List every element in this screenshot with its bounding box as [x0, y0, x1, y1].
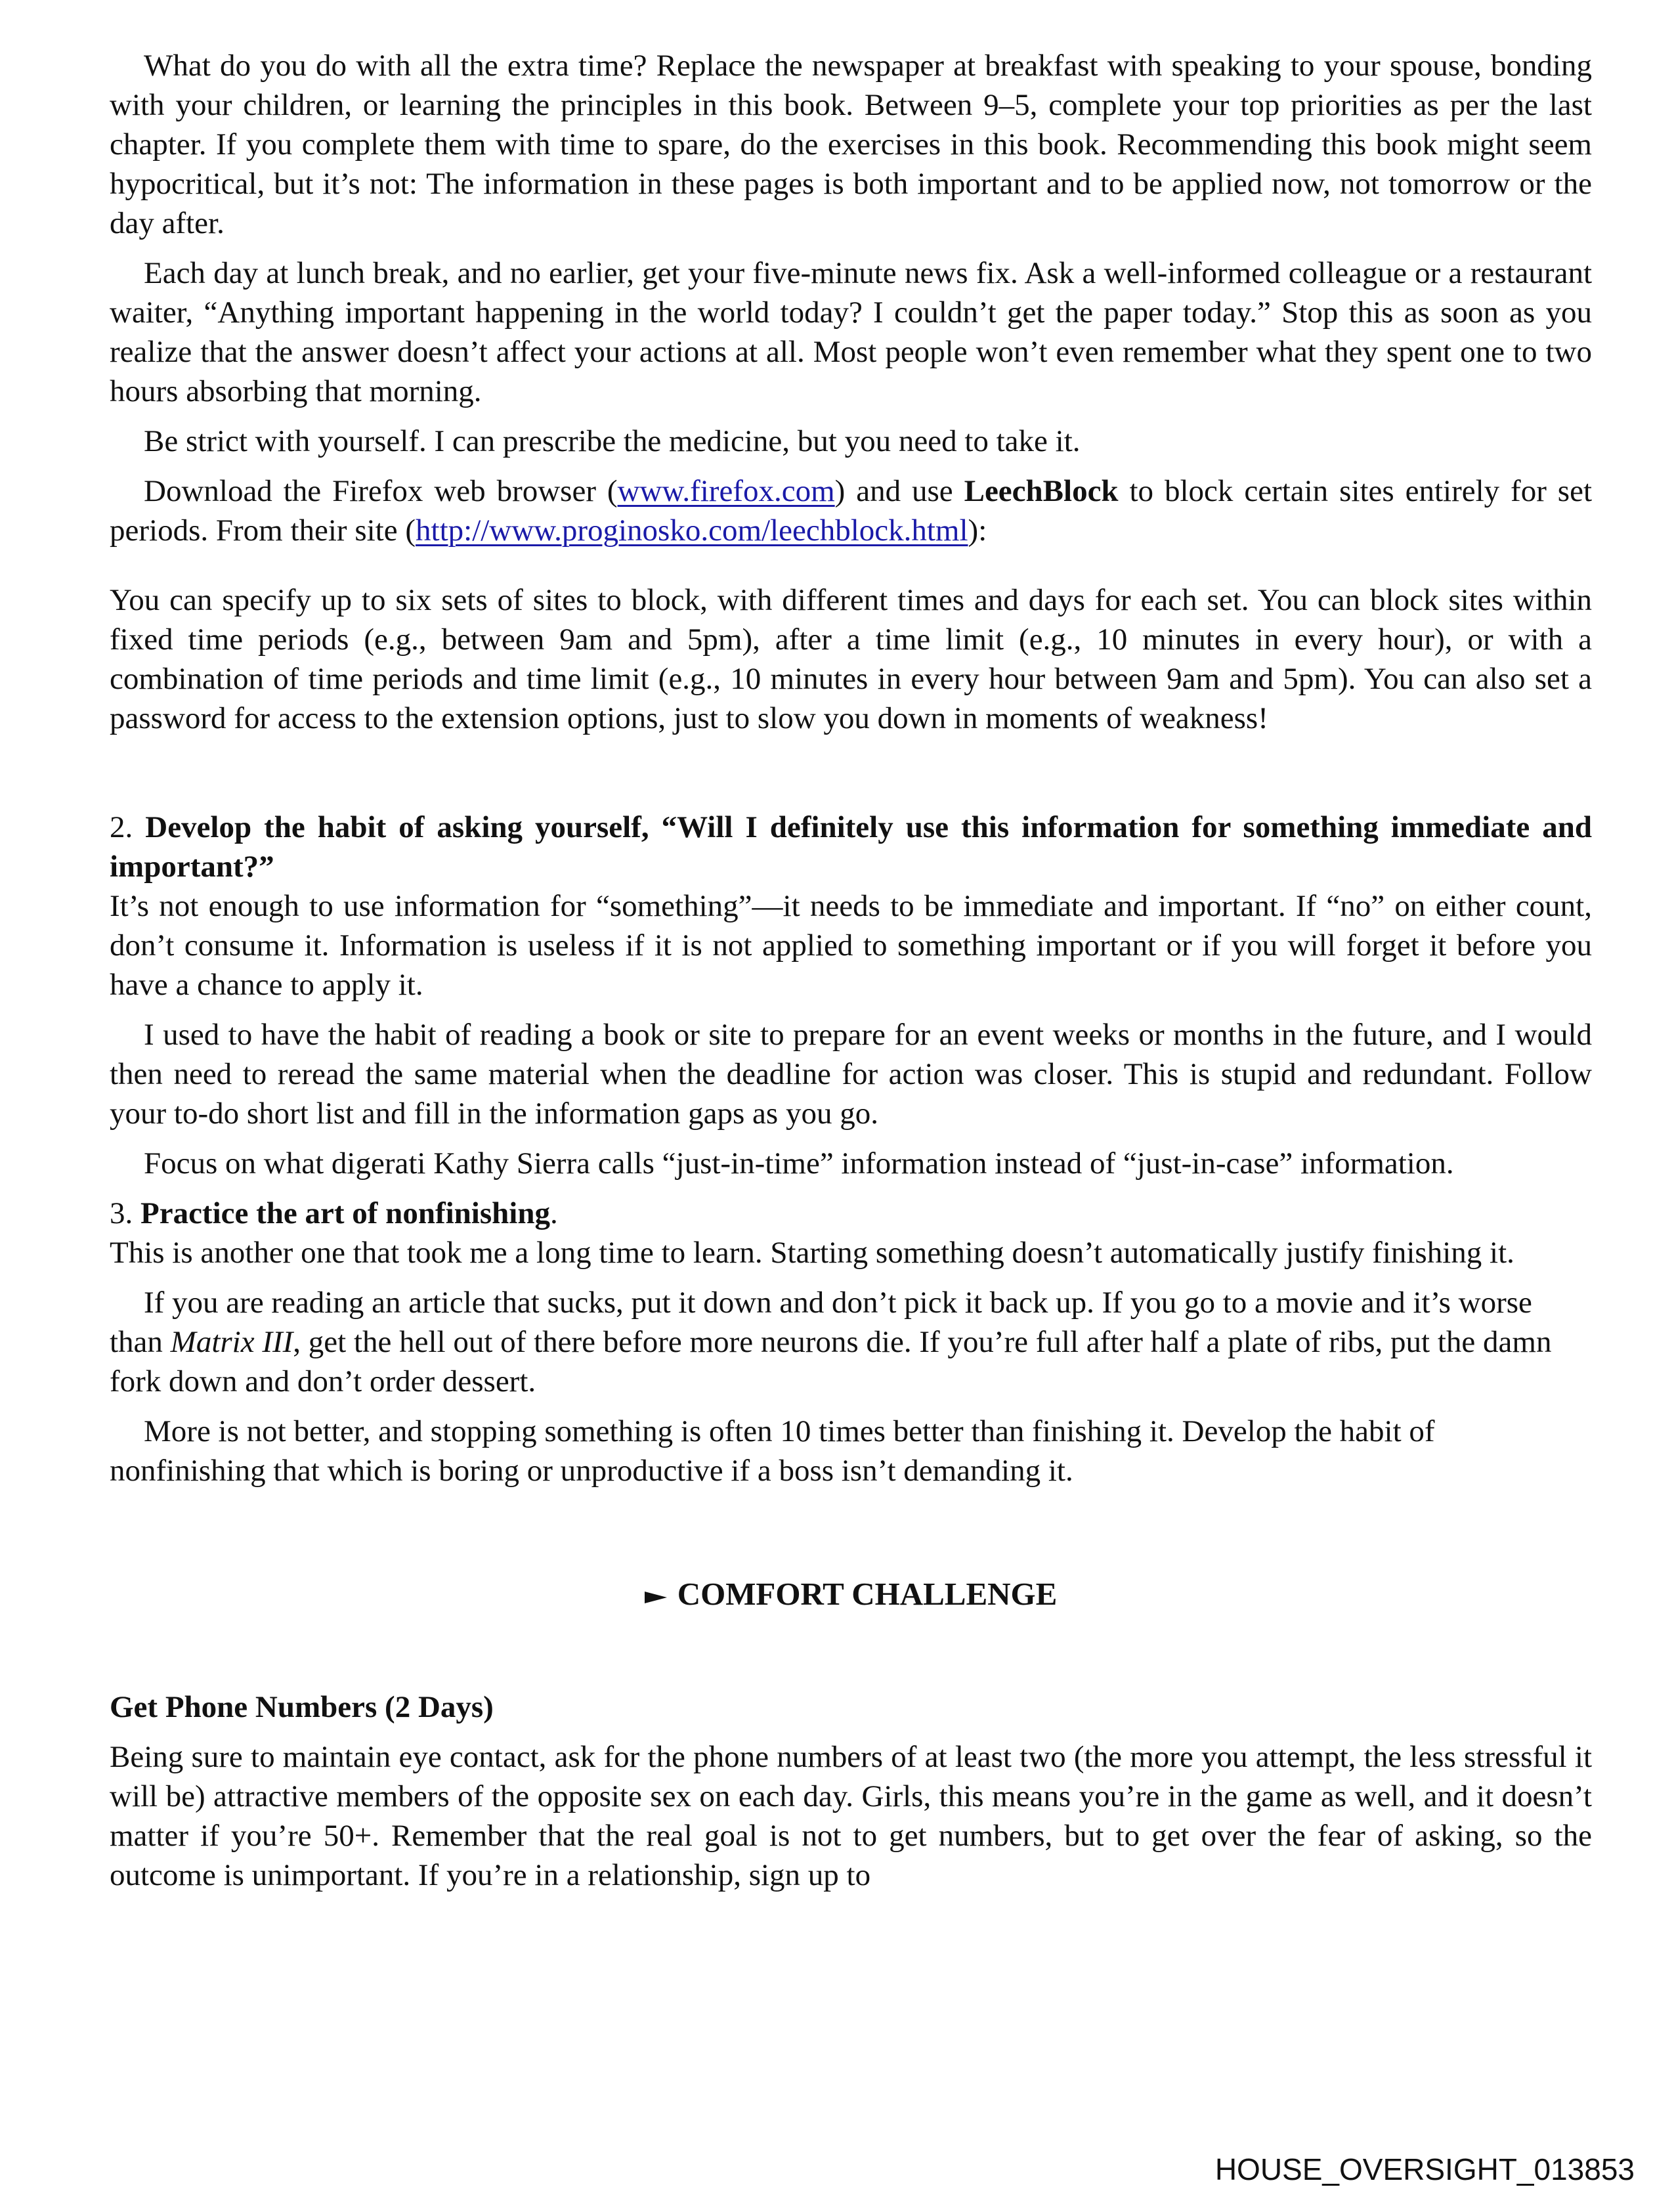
leechblock-name: LeechBlock — [964, 474, 1119, 508]
paragraph-extra-time: What do you do with all the extra time? Replace the newspaper at breakfast with speaking to your spouse, bonding with your children, or learning the principles in this book. Between 9–5, complete your top priorities as per the last chapter. If you complete them with time to spare, do the exercises in this book. Recommending this book might seem hypocritical, but it’s not: The information in these pages is both important and to be applied now, not tomorrow or the day after. — [110, 49, 1592, 240]
movie-title: Matrix III — [170, 1325, 293, 1359]
section-2-body-2: I used to have the habit of reading a book or site to prepare for an event weeks or months in the future, and I would then need to reread the same material when the deadline for action was closer. This is stupid and redundant. Follow your to-do short list and fill in the information gaps as you go. — [110, 1018, 1592, 1131]
paragraph-be-strict: Be strict with yourself. I can prescribe the medicine, but you need to take it. — [144, 424, 1081, 458]
challenge-title: Get Phone Numbers (2 Days) — [110, 1690, 494, 1724]
section-2-body-1: It’s not enough to use information for “something”—it needs to be immediate and important. If “no” on either count, don’t consume it. Information is useless if it is not applied to something important or if you will forget it before you have a chance to apply it. — [110, 889, 1592, 1002]
document-page — [110, 46, 1592, 1895]
right-pointer-arrow-icon — [645, 1592, 667, 1603]
section-3-body-3: More is not better, and stopping something is often 10 times better than finishing it. Develop the habit of nonfinishing that which is boring or unproductive if a boss isn’t demanding it. — [110, 1414, 1435, 1488]
section-2-heading: 2. Develop the habit of asking yourself, “Will I definitely use this information for something immediate and important?” — [110, 810, 1592, 884]
callout-label: COMFORT CHALLENGE — [677, 1576, 1058, 1612]
firefox-link[interactable]: www.firefox.com — [617, 474, 835, 508]
paragraph-lunch-news: Each day at lunch break, and no earlier, get your five-minute news fix. Ask a well-informed colleague or a restaurant waiter, “Anything important happening in the world today? I couldn’t get the paper today.” Stop this as soon as you realize that the answer doesn’t affect your actions at all. Most people won’t even remember what they spent one to two hours absorbing that morning. — [110, 256, 1592, 408]
section-3-heading: 3. Practice the art of nonfinishing. — [110, 1196, 558, 1230]
paragraph-firefox-leechblock: Download the Firefox web browser (www.firefox.com) and use LeechBlock to block certain sites entirely for set periods. From their site (http://www.proginosko.com/leechblock.html): — [110, 474, 1592, 548]
comfort-challenge-callout — [110, 1574, 1592, 1614]
section-3-body-1: This is another one that took me a long time to learn. Starting something doesn’t automatically justify finishing it. — [110, 1236, 1514, 1270]
leechblock-link[interactable]: http://www.proginosko.com/leechblock.html — [416, 513, 968, 548]
leechblock-quote: You can specify up to six sets of sites to block, with different times and days for each set. You can block sites within fixed time periods (e.g., between 9am and 5pm), after a time limit (e.g., 10 minutes in every hour), or with a combination of time periods and time limit (e.g., 10 minutes in every hour between 9am and 5pm). You can also set a password for access to the extension options, just to slow you down in moments of weakness! — [110, 583, 1592, 735]
section-3-body-2: If you are reading an article that sucks, put it down and don’t pick it back up. If you go to a movie and it’s worse than Matrix III, get the hell out of there before more neurons die. If you’re full after half a plate of ribs, put the damn fork down and don’t order dessert. — [110, 1286, 1552, 1399]
section-2-body-3: Focus on what digerati Kathy Sierra calls “just-in-time” information instead of “just-in-case” information. — [144, 1146, 1454, 1181]
bates-number: HOUSE_OVERSIGHT_013853 — [1214, 2152, 1635, 2186]
challenge-body: Being sure to maintain eye contact, ask for the phone numbers of at least two (the more you attempt, the less stressful it will be) attractive members of the opposite sex on each day. Girls, this means you’re in the game as well, and it doesn’t matter if you’re 50+. Remember that the real goal is not to get numbers, but to get over the fear of asking, so the outcome is unimportant. If you’re in a relationship, sign up to — [110, 1740, 1592, 1892]
